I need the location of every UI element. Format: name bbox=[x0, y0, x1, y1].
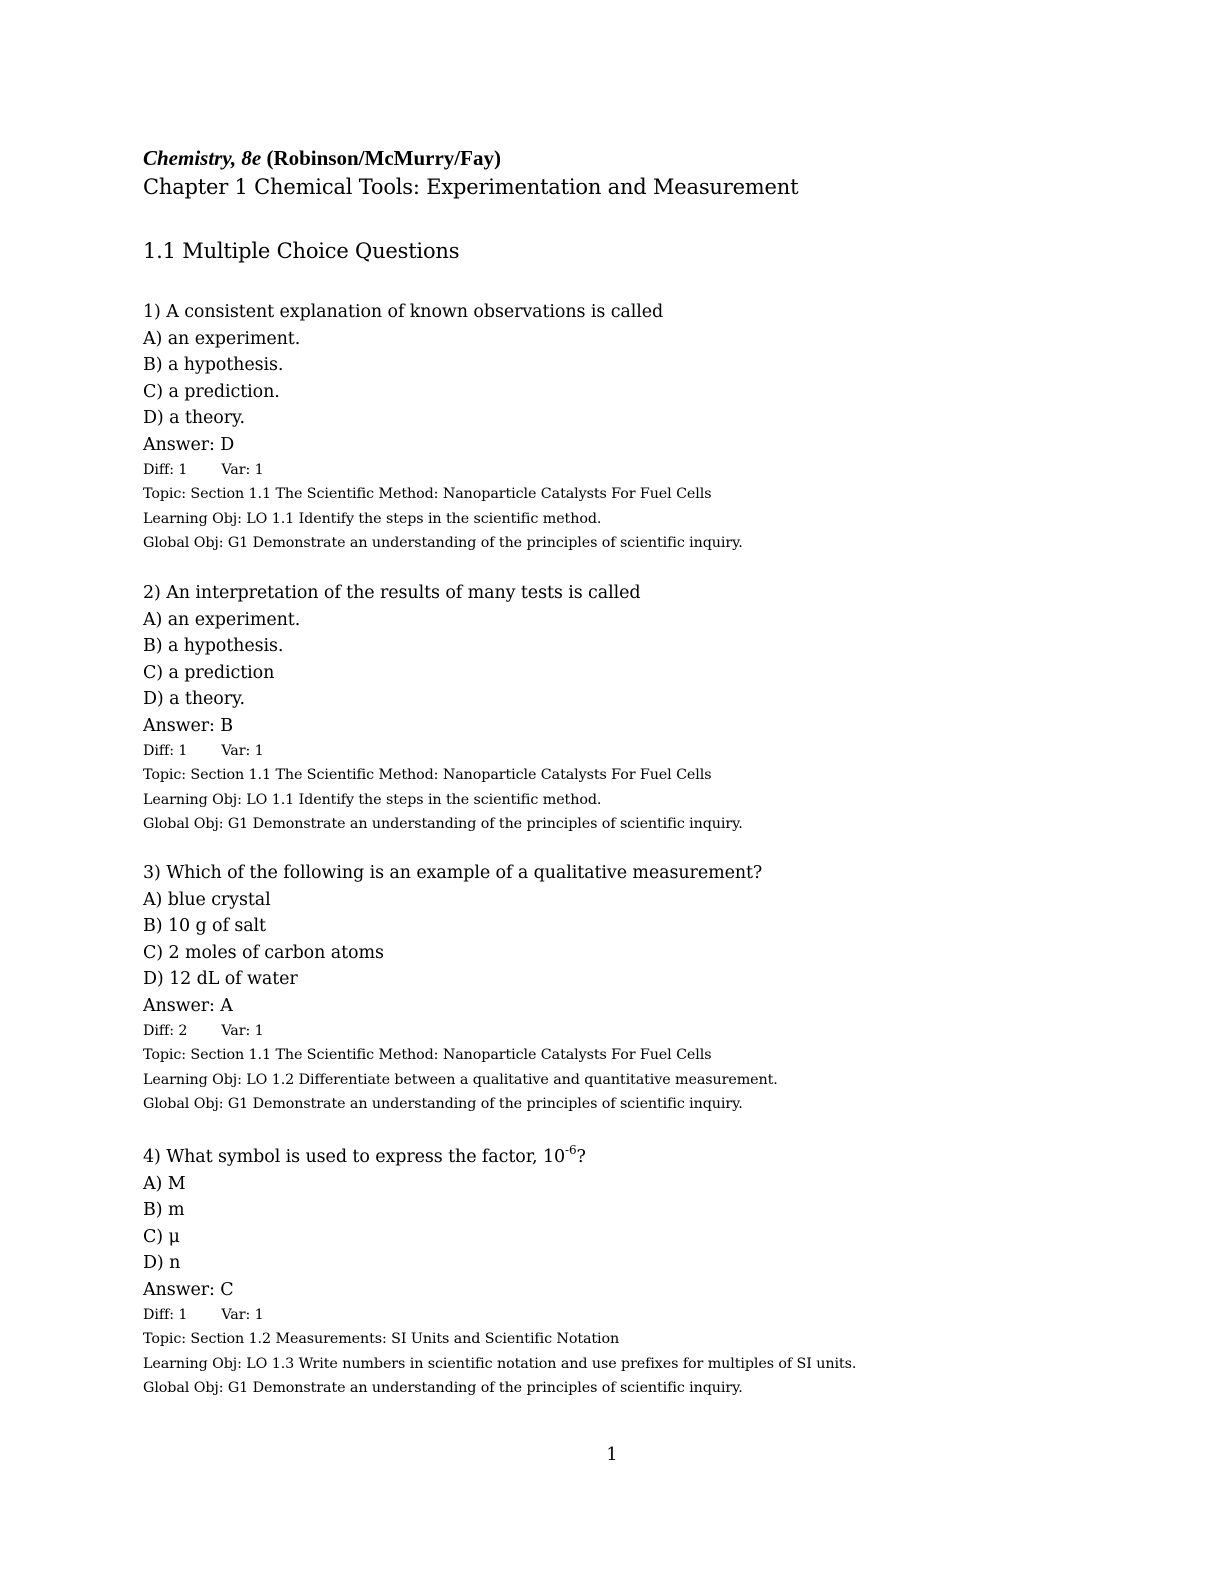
option-a: A) an experiment. bbox=[143, 609, 301, 630]
question-3 bbox=[143, 860, 1143, 1117]
option-d: D) a theory. bbox=[143, 408, 245, 428]
topic: Topic: Section 1.2 Measurements: SI Units and Scientific Notation bbox=[143, 1331, 620, 1348]
topic: Topic: Section 1.1 The Scientific Method: Nanoparticle Catalysts For Fuel Cells bbox=[143, 1047, 712, 1064]
stem-text: 4) What symbol is used to express the factor, 10 bbox=[143, 1147, 566, 1167]
question-stem: 3) Which of the following is an example of a qualitative measurement? bbox=[143, 863, 763, 883]
chapter-title: Chapter 1 Chemical Tools: Experimentation and Measurement bbox=[143, 175, 799, 199]
option-d: D) 12 dL of water bbox=[143, 969, 298, 989]
global-objective: Global Obj: G1 Demonstrate an understanding of the principles of scientific inquiry. bbox=[143, 1380, 743, 1397]
question-stem bbox=[143, 1144, 1143, 1171]
learning-objective: Learning Obj: LO 1.2 Differentiate between a qualitative and quantitative measurement. bbox=[143, 1071, 778, 1088]
diff: Diff: 2 bbox=[143, 1023, 188, 1039]
option-c: C) μ bbox=[143, 1226, 180, 1247]
question-stem: 2) An interpretation of the results of many tests is called bbox=[143, 583, 641, 603]
difficulty-line bbox=[143, 739, 1143, 763]
option-c: C) 2 moles of carbon atoms bbox=[143, 942, 384, 963]
global-objective: Global Obj: G1 Demonstrate an understanding of the principles of scientific inquiry. bbox=[143, 535, 743, 552]
stem-end: ? bbox=[576, 1147, 586, 1167]
global-objective: Global Obj: G1 Demonstrate an understanding of the principles of scientific inquiry. bbox=[143, 1096, 743, 1113]
answer: Answer: C bbox=[143, 1279, 234, 1300]
diff: Diff: 1 bbox=[143, 1307, 188, 1323]
option-a: A) M bbox=[143, 1173, 186, 1194]
global-objective: Global Obj: G1 Demonstrate an understanding of the principles of scientific inquiry. bbox=[143, 816, 743, 833]
diff: Diff: 1 bbox=[143, 743, 188, 759]
option-a: A) blue crystal bbox=[143, 889, 271, 910]
question-4 bbox=[143, 1144, 1143, 1401]
book-title bbox=[143, 145, 501, 171]
learning-objective: Learning Obj: LO 1.1 Identify the steps in the scientific method. bbox=[143, 791, 602, 808]
option-b: B) a hypothesis. bbox=[143, 636, 284, 656]
diff: Diff: 1 bbox=[143, 462, 188, 478]
difficulty-line bbox=[143, 1019, 1143, 1043]
var: Var: 1 bbox=[221, 1307, 264, 1323]
book-title-italic: Chemistry, 8e bbox=[143, 146, 262, 170]
option-b: B) m bbox=[143, 1200, 185, 1220]
question-2 bbox=[143, 580, 1143, 837]
question-1 bbox=[143, 299, 1143, 556]
option-b: B) a hypothesis. bbox=[143, 355, 284, 375]
option-c: C) a prediction. bbox=[143, 381, 280, 402]
answer: Answer: A bbox=[143, 995, 233, 1016]
learning-objective: Learning Obj: LO 1.3 Write numbers in scientific notation and use prefixes for multiples of SI units. bbox=[143, 1355, 857, 1372]
option-b: B) 10 g of salt bbox=[143, 916, 266, 936]
var: Var: 1 bbox=[221, 462, 264, 478]
book-title-authors: (Robinson/McMurry/Fay) bbox=[261, 146, 501, 170]
topic: Topic: Section 1.1 The Scientific Method: Nanoparticle Catalysts For Fuel Cells bbox=[143, 486, 712, 503]
topic: Topic: Section 1.1 The Scientific Method: Nanoparticle Catalysts For Fuel Cells bbox=[143, 767, 712, 784]
option-d: D) a theory. bbox=[143, 689, 245, 709]
answer: Answer: B bbox=[143, 715, 234, 736]
page-number: 1 bbox=[606, 1445, 618, 1465]
option-c: C) a prediction bbox=[143, 662, 275, 683]
learning-objective: Learning Obj: LO 1.1 Identify the steps in the scientific method. bbox=[143, 510, 602, 527]
var: Var: 1 bbox=[221, 1023, 264, 1039]
answer: Answer: D bbox=[143, 434, 235, 455]
option-d: D) n bbox=[143, 1253, 181, 1273]
section-title: 1.1 Multiple Choice Questions bbox=[143, 239, 460, 263]
difficulty-line bbox=[143, 1303, 1143, 1327]
option-a: A) an experiment. bbox=[143, 328, 301, 349]
var: Var: 1 bbox=[221, 743, 264, 759]
difficulty-line bbox=[143, 458, 1143, 482]
stem-exponent: -6 bbox=[565, 1143, 577, 1158]
question-stem: 1) A consistent explanation of known observations is called bbox=[143, 302, 664, 322]
